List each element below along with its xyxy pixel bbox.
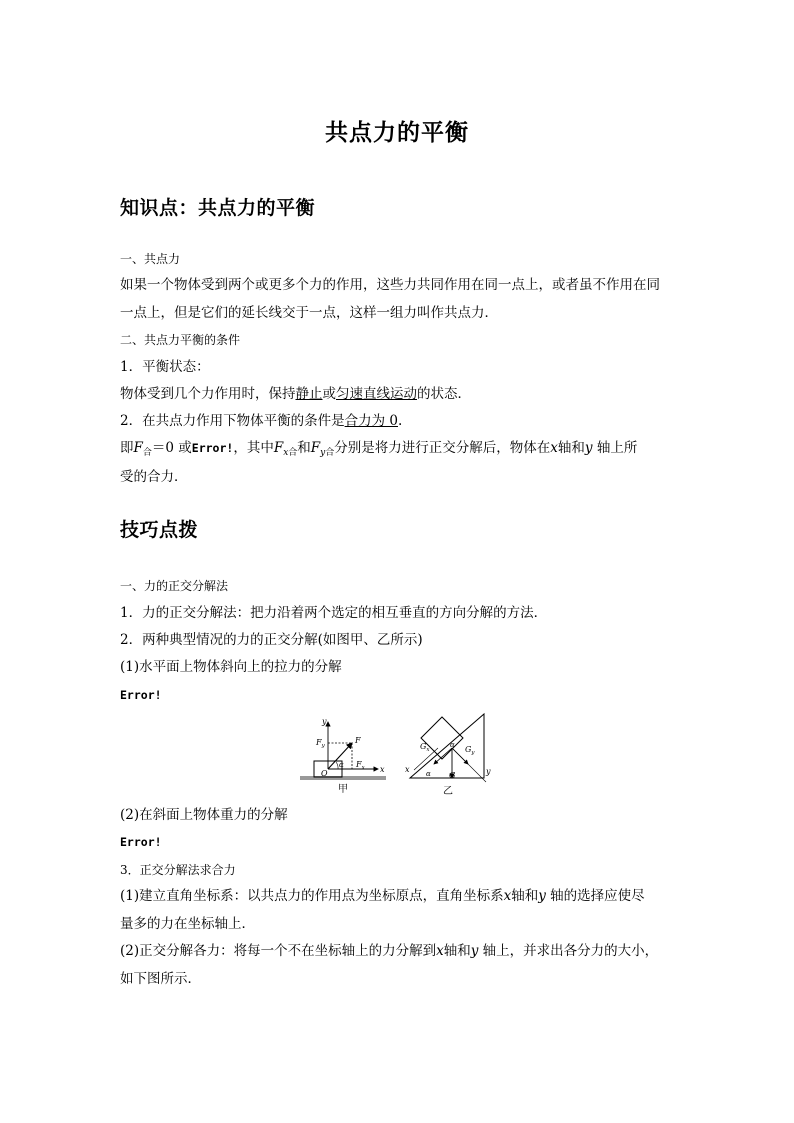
ground-surface	[300, 776, 386, 780]
eq-text-d: 和	[297, 440, 311, 456]
s2-sub2: (2)在斜面上物体重力的分解	[120, 807, 288, 823]
equation-line	[120, 439, 637, 462]
s2-p1-line2: 量多的力在坐标轴上．	[120, 916, 255, 932]
s2-item3: 3．正交分解法求合力	[120, 863, 236, 877]
section-heading-knowledge: 知识点：共点力的平衡	[120, 197, 316, 219]
part1-text-line2: 一点上，但是它们的延长线交于一点，这样一组力叫作共点力．	[120, 305, 498, 321]
caption-left: 甲	[338, 784, 348, 795]
eq-sub-y: y	[320, 448, 326, 458]
error-placeholder-2: Error!	[120, 835, 162, 849]
p1-text-b: 轴和	[511, 888, 539, 904]
part1-text-line1: 如果一个物体受到两个或更多个力的作用，这些力共同作用在同一点上，或者虽不作用在同	[120, 277, 660, 293]
item2-text-a: 2．在共点力作用下物体平衡的条件是	[120, 413, 345, 429]
equation-line2: 受的合力．	[120, 469, 188, 485]
page-title: 共点力的平衡	[325, 120, 469, 146]
item2-text-c: .	[397, 413, 403, 429]
label-x-right: x	[405, 765, 410, 774]
label-alpha-bottom: α	[426, 770, 431, 778]
label-y-left: y	[322, 717, 327, 726]
item1-text-a: 物体受到几个力作用时，保持	[120, 386, 296, 402]
label-Fx-main: F	[356, 760, 362, 769]
label-G: G	[449, 771, 456, 780]
section-heading-tips: 技巧点拨	[120, 519, 199, 541]
eq-error: Error!	[191, 441, 234, 455]
label-Gy-main: G	[465, 745, 472, 754]
eq-F: F	[133, 440, 143, 456]
label-Gx-main: G	[420, 742, 427, 751]
item1-blank-static: 静止	[295, 386, 323, 402]
p1-text-c: 轴的选择应使尽	[545, 888, 645, 904]
eq-Fy: F	[310, 440, 321, 456]
p1-x: x	[503, 888, 512, 904]
eq-text-e: 分别是将力进行正交分解后，物体在	[334, 440, 551, 456]
component-Gx	[434, 748, 452, 764]
eq-text-g: 轴上所	[592, 440, 638, 456]
label-x-left: x	[380, 765, 385, 774]
p2-text-a: (2)正交分解各力：将每一个不在坐标轴上的力分解到	[120, 943, 437, 959]
s2-part1-title: 一、力的正交分解法	[120, 579, 229, 593]
label-Fy-sub: y	[321, 743, 325, 749]
caption-right: 乙	[443, 786, 453, 797]
diagram-left	[300, 717, 386, 795]
eq-x: x	[550, 440, 558, 456]
p1-y: y	[538, 888, 546, 904]
s2-sub1: (1)水平面上物体斜向上的拉力的分解	[120, 659, 342, 675]
s2-p1	[120, 887, 645, 905]
label-Fy	[315, 738, 326, 749]
p2-y: y	[470, 943, 479, 959]
item2-text	[120, 412, 402, 430]
diagram-right	[405, 714, 491, 797]
s2-item2: 2．两种典型情况的力的正交分解(如图甲、乙所示)	[120, 632, 423, 648]
label-alpha-left: α	[339, 761, 344, 769]
eq-y: y	[584, 440, 593, 456]
eq-text-f: 轴和	[557, 440, 585, 456]
eq-Fx: F	[273, 440, 284, 456]
label-y-right: y	[486, 767, 491, 776]
item1-text-e: 的状态．	[417, 386, 471, 402]
eq-text-a: 即	[120, 440, 134, 456]
part1-title: 一、共点力	[120, 252, 181, 266]
label-Gx-sub: x	[426, 747, 430, 753]
item1-text	[120, 385, 471, 403]
eq-text-b: ＝0 或	[151, 440, 192, 456]
label-Gy	[465, 745, 475, 756]
label-Fx-sub: x	[361, 765, 365, 771]
label-O: O	[321, 769, 328, 778]
part2-title: 二、共点力平衡的条件	[120, 333, 241, 347]
p2-x: x	[436, 943, 444, 959]
s2-p2	[120, 942, 658, 960]
item1-text-c: 或	[322, 386, 336, 402]
eq-sub-he: 合	[142, 448, 152, 458]
eq-sub-x: x	[283, 448, 289, 458]
label-Gy-sub: y	[471, 750, 475, 756]
item1-blank-uniform-motion: 匀速直线运动	[336, 386, 417, 402]
eq-sub-he-2: 合	[288, 448, 298, 458]
label-F: F	[355, 736, 361, 745]
label-Gx	[420, 742, 430, 753]
eq-sub-he-3: 合	[325, 448, 335, 458]
label-Fy-main: F	[316, 738, 322, 747]
item2-blank-net-force: 合力为 0	[344, 413, 398, 429]
error-placeholder-1: Error!	[120, 688, 162, 702]
p1-text-a: (1)建立直角坐标系：以共点力的作用点为坐标原点，直角坐标系	[120, 888, 504, 904]
s2-item1: 1．力的正交分解法：把力沿着两个选定的相互垂直的方向分解的方法．	[120, 605, 548, 621]
item1-title: 1．平衡状态：	[120, 359, 210, 375]
eq-text-c: ，其中	[233, 440, 274, 456]
p2-text-b: 轴和	[443, 943, 471, 959]
p2-text-c: 轴上，并求出各分力的大小，	[478, 943, 659, 959]
force-decomposition-figure	[300, 712, 505, 798]
label-alpha-top: α	[450, 741, 455, 749]
s2-p2-line2: 如下图所示．	[120, 971, 201, 987]
angle-arc-left	[336, 762, 338, 769]
